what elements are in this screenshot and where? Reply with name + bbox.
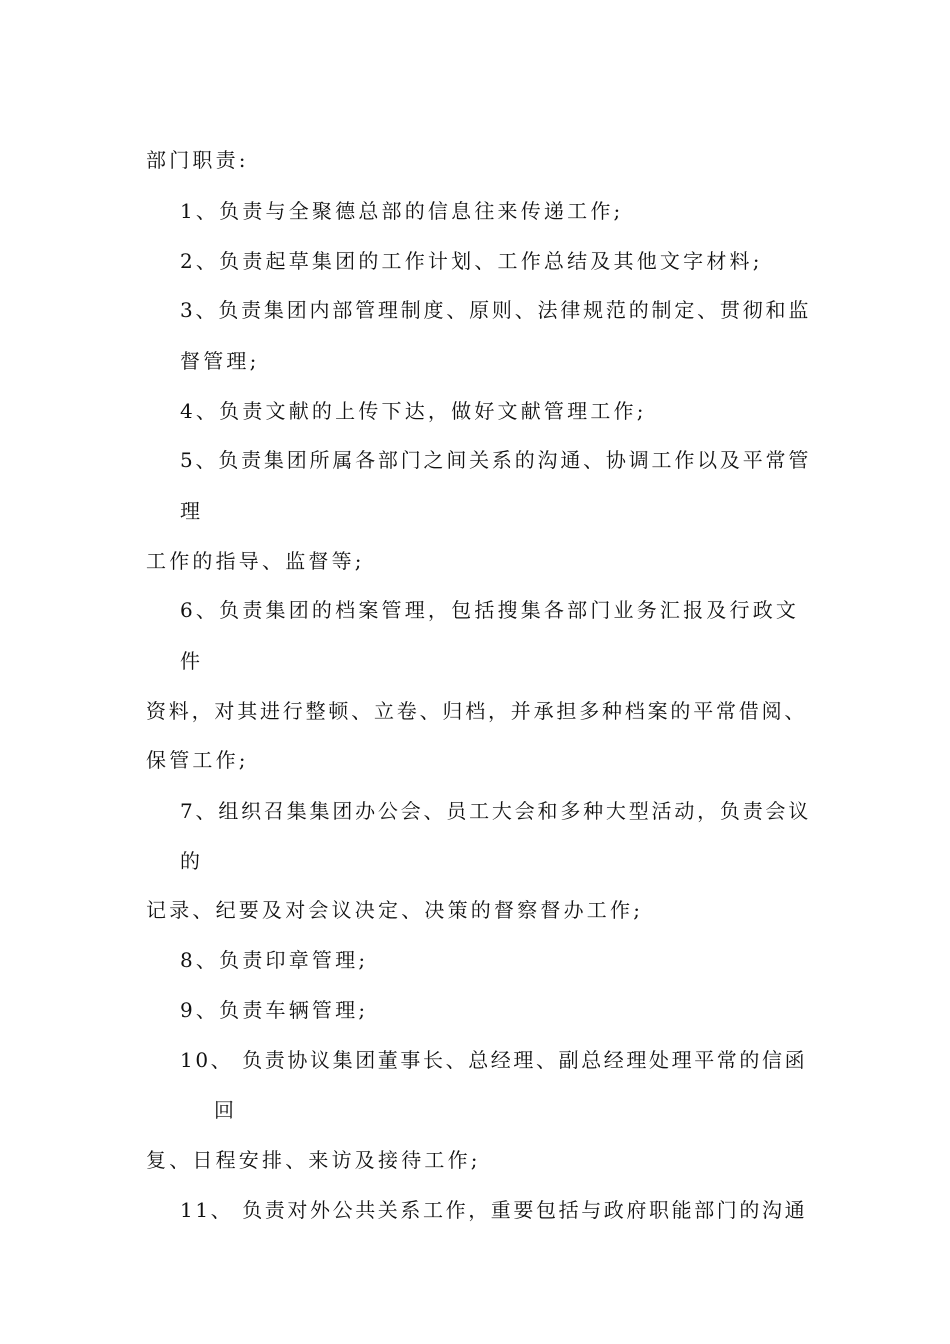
duty-item-6-cont3: 保管工作;	[146, 748, 249, 772]
duty-item-6-cont2: 资料，对其进行整顿、立卷、归档，并承担多种档案的平常借阅、	[146, 699, 808, 723]
duty-item-5: 5、负责集团所属各部门之间关系的沟通、协调工作以及平常管	[180, 448, 812, 472]
duty-item-2: 2、负责起草集团的工作计划、工作总结及其他文字材料;	[180, 249, 763, 273]
duty-item-7-cont2: 记录、纪要及对会议决定、决策的督察督办工作;	[146, 898, 644, 922]
duty-item-6-cont: 件	[180, 649, 204, 673]
duty-item-6: 6、负责集团的档案管理，包括搜集各部门业务汇报及行政文	[180, 598, 800, 622]
duty-item-10: 10、 负责协议集团董事长、总经理、副总经理处理平常的信函	[180, 1048, 808, 1072]
duty-item-8: 8、负责印章管理;	[180, 948, 369, 972]
duty-item-3: 3、负责集团内部管理制度、原则、法律规范的制定、贯彻和监	[180, 298, 812, 322]
duty-item-3-cont: 督管理;	[180, 349, 260, 373]
duty-item-7-cont: 的	[180, 849, 204, 873]
duty-item-7: 7、组织召集集团办公会、员工大会和多种大型活动，负责会议	[180, 799, 812, 823]
duty-item-5-cont2: 工作的指导、监督等;	[146, 549, 365, 573]
duty-item-5-cont: 理	[180, 499, 204, 523]
duty-item-1: 1、负责与全聚德总部的信息往来传递工作;	[180, 199, 624, 223]
duty-item-10-cont2: 复、日程安排、来访及接待工作;	[146, 1148, 481, 1172]
duty-item-10-cont: 回	[214, 1098, 238, 1122]
duty-item-9: 9、负责车辆管理;	[180, 998, 369, 1022]
duty-item-4: 4、负责文献的上传下达，做好文献管理工作;	[180, 399, 647, 423]
duty-item-11: 11、 负责对外公共关系工作，重要包括与政府职能部门的沟通	[180, 1198, 808, 1222]
section-heading: 部门职责:	[146, 148, 249, 172]
